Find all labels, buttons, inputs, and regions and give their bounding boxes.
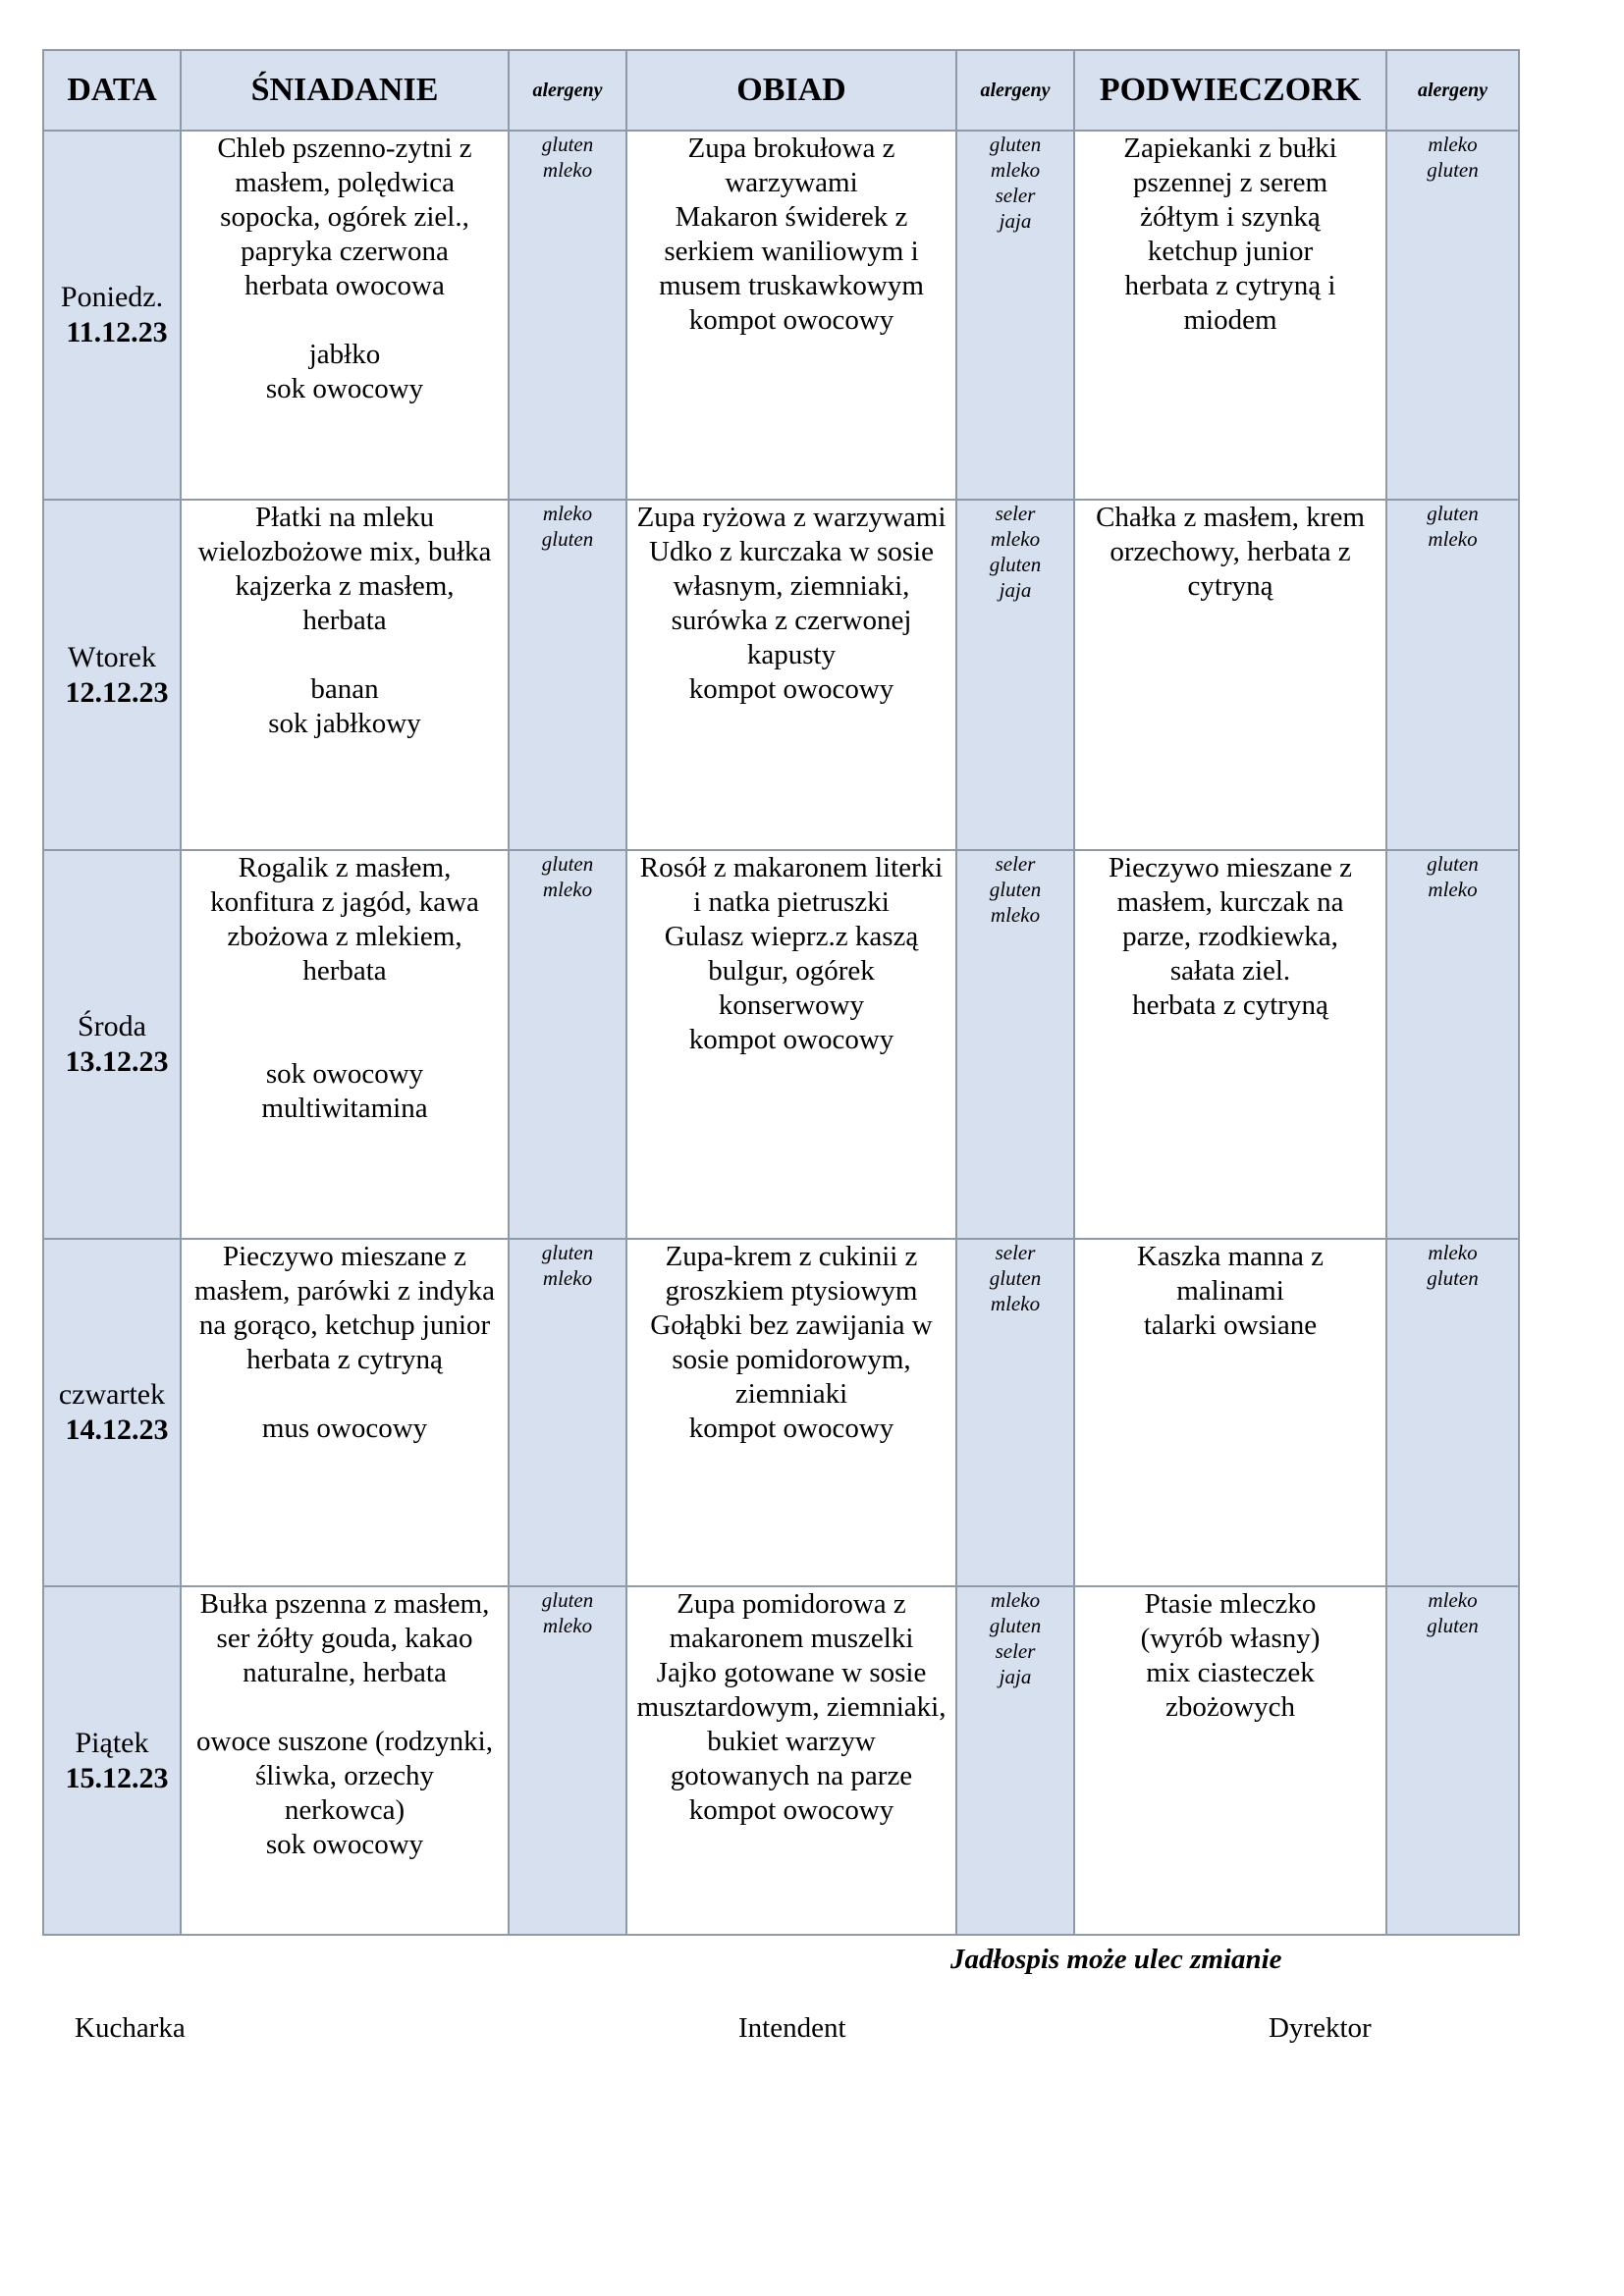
menu-line: mleko — [990, 158, 1041, 182]
menu-line — [182, 1690, 508, 1725]
menu-line: kajzerka z masłem, — [235, 570, 455, 602]
breakfast-allergens-cell — [509, 131, 626, 500]
menu-line: żółtym i szynką — [1140, 201, 1321, 233]
menu-line: Chleb pszenno-zytni z — [217, 133, 472, 164]
menu-line: i natka pietruszki — [693, 886, 890, 918]
menu-line: Zupa-krem z cukinii z — [665, 1241, 918, 1272]
menu-line: konserwowy — [718, 989, 865, 1021]
signature-director: Dyrektor — [1269, 2012, 1372, 2044]
lunch-cell — [626, 500, 956, 850]
day-date: 14.12.23 — [65, 1414, 169, 1446]
menu-line: papryka czerwona — [241, 236, 449, 267]
day-date-cell — [43, 500, 181, 850]
snack-allergens-cell — [1386, 131, 1519, 500]
menu-line: Zupa ryżowa z warzywami — [636, 502, 947, 533]
lunch-allergens-cell — [956, 1586, 1074, 1935]
menu-line: Bułka pszenna z masłem, — [199, 1588, 490, 1620]
header-lunch: OBIAD — [626, 50, 956, 131]
menu-line: ser żółty gouda, kakao — [216, 1623, 473, 1654]
menu-line: Makaron świderek z — [675, 201, 908, 233]
menu-line: gluten — [989, 878, 1042, 901]
menu-line: herbata z cytryną — [1132, 989, 1328, 1021]
snack-cell — [1074, 850, 1386, 1239]
menu-line: bukiet warzyw — [707, 1726, 876, 1757]
menu-change-note: Jadłospis może ulec zmianie — [950, 1944, 1282, 1975]
menu-line: seler — [995, 502, 1036, 525]
menu-table — [42, 49, 1520, 1936]
day-row — [43, 500, 1519, 850]
menu-line: mleko — [1428, 878, 1478, 901]
menu-line: gluten — [541, 527, 594, 551]
menu-line: mleko — [990, 903, 1041, 927]
menu-line: cytryną — [1187, 570, 1273, 602]
menu-line: Pieczywo mieszane z — [222, 1241, 466, 1272]
menu-line: Płatki na mleku — [254, 502, 435, 533]
menu-line: Gołąbki bez zawijania w — [650, 1309, 933, 1341]
menu-line: parze, rzodkiewka, — [1122, 921, 1338, 952]
menu-line: banan — [310, 673, 379, 705]
day-name: Środa — [78, 1010, 146, 1042]
menu-line: Ptasie mleczko — [1144, 1588, 1317, 1620]
menu-line — [182, 1377, 508, 1412]
menu-line: ziemniaki — [734, 1378, 848, 1410]
menu-line: sok owocowy — [265, 1058, 424, 1090]
menu-line: gluten — [541, 852, 594, 876]
menu-line: kapusty — [746, 639, 837, 670]
menu-line: orzechowy, herbata z — [1110, 536, 1351, 567]
signature-cook: Kucharka — [75, 2012, 186, 2044]
day-row — [43, 131, 1519, 500]
menu-line: seler — [995, 852, 1036, 876]
menu-line: gluten — [989, 553, 1042, 576]
menu-line: makaronem muszelki — [669, 1623, 914, 1654]
menu-line: gluten — [1427, 1266, 1479, 1290]
menu-line: konfitura z jagód, kawa — [210, 886, 479, 918]
menu-line: surówka z czerwonej — [671, 605, 912, 636]
menu-line: herbata — [302, 955, 387, 987]
menu-line: naturalne, herbata — [243, 1657, 447, 1688]
menu-line: mleko — [990, 527, 1041, 551]
menu-line: masłem, kurczak na — [1116, 886, 1344, 918]
day-date-cell — [43, 1586, 181, 1935]
day-name: Piątek — [75, 1726, 149, 1759]
menu-line: mleko — [1428, 1588, 1478, 1612]
menu-line — [182, 638, 508, 672]
day-date-cell — [43, 1239, 181, 1586]
menu-line: sosie pomidorowym, — [672, 1344, 911, 1375]
menu-line: na gorąco, ketchup junior — [198, 1309, 491, 1341]
menu-line: seler — [995, 1241, 1036, 1264]
day-row — [43, 1586, 1519, 1935]
header-breakfast: ŚNIADANIE — [181, 50, 509, 131]
menu-line: jabłko — [308, 339, 381, 370]
menu-line: masłem, parówki z indyka — [193, 1275, 496, 1307]
menu-line: musem truskawkowym — [659, 270, 924, 301]
snack-cell — [1074, 1586, 1386, 1935]
menu-line: Rogalik z masłem, — [238, 852, 452, 883]
menu-line: zbożowa z mlekiem, — [227, 921, 462, 952]
menu-line: nerkowca) — [284, 1794, 406, 1826]
menu-line: mix ciasteczek — [1146, 1657, 1315, 1688]
menu-line: musztardowym, ziemniaki, — [636, 1691, 947, 1723]
header-snack-allergens: alergeny — [1386, 50, 1519, 131]
menu-line: (wyrób własny) — [1140, 1623, 1321, 1654]
menu-line: gluten — [1427, 852, 1479, 876]
menu-line: wielozbożowe mix, bułka — [197, 536, 492, 567]
day-row — [43, 1239, 1519, 1586]
menu-line: Jajko gotowane w sosie — [656, 1657, 927, 1688]
menu-line: herbata z cytryną i — [1124, 270, 1336, 301]
menu-line: herbata owocowa — [244, 270, 445, 301]
menu-line: śliwka, orzechy — [255, 1760, 434, 1791]
menu-body — [43, 131, 1519, 1935]
menu-line: mleko — [542, 1266, 593, 1290]
snack-allergens-cell — [1386, 1239, 1519, 1586]
day-name: Wtorek — [68, 640, 156, 673]
menu-line: multiwitamina — [261, 1093, 428, 1124]
menu-line — [182, 1023, 508, 1057]
menu-line: ketchup junior — [1147, 236, 1314, 267]
day-date: 11.12.23 — [66, 316, 168, 348]
breakfast-allergens-cell — [509, 500, 626, 850]
menu-line: jaja — [999, 1665, 1032, 1688]
snack-allergens-cell — [1386, 1586, 1519, 1935]
menu-line: mleko — [990, 1292, 1041, 1315]
menu-line: kompot owocowy — [688, 1413, 894, 1444]
menu-line: Zapiekanki z bułki — [1123, 133, 1337, 164]
lunch-cell — [626, 1239, 956, 1586]
menu-line: gluten — [989, 133, 1042, 156]
header-snack: PODWIECZORK — [1074, 50, 1386, 131]
menu-line: mus owocowy — [261, 1413, 428, 1444]
snack-cell — [1074, 131, 1386, 500]
menu-line: kompot owocowy — [688, 673, 894, 705]
day-row — [43, 850, 1519, 1239]
header-lunch-allergens: alergeny — [956, 50, 1074, 131]
lunch-cell — [626, 1586, 956, 1935]
snack-allergens-cell — [1386, 500, 1519, 850]
menu-line: owoce suszone (rodzynki, — [196, 1726, 493, 1757]
menu-line: gluten — [1427, 158, 1479, 182]
menu-line: Rosół z makaronem literki — [639, 852, 944, 883]
menu-line: jaja — [999, 578, 1032, 602]
menu-line: groszkiem ptysiowym — [665, 1275, 918, 1307]
breakfast-allergens-cell — [509, 1586, 626, 1935]
menu-line: gluten — [989, 1266, 1042, 1290]
breakfast-allergens-cell — [509, 1239, 626, 1586]
menu-line: Pieczywo mieszane z — [1108, 852, 1352, 883]
menu-line: bulgur, ogórek — [708, 955, 875, 987]
menu-line: gotowanych na parze — [670, 1760, 913, 1791]
snack-cell — [1074, 500, 1386, 850]
menu-line: mleko — [990, 1588, 1041, 1612]
menu-line: gluten — [1427, 502, 1479, 525]
day-date-cell — [43, 850, 181, 1239]
menu-line — [182, 303, 508, 338]
day-date-cell — [43, 131, 181, 500]
day-name: czwartek — [58, 1378, 166, 1411]
menu-line: masłem, polędwica — [235, 167, 455, 198]
menu-line: talarki owsiane — [1143, 1309, 1318, 1341]
menu-line: Kaszka manna z — [1136, 1241, 1324, 1272]
menu-line: herbata z cytryną — [246, 1344, 443, 1375]
lunch-allergens-cell — [956, 850, 1074, 1239]
menu-line: sok jabłkowy — [268, 708, 421, 739]
menu-line: pszennej z serem — [1132, 167, 1328, 198]
breakfast-cell — [181, 1586, 509, 1935]
menu-line — [182, 988, 508, 1023]
menu-line: kompot owocowy — [688, 1794, 894, 1826]
menu-line: Zupa pomidorowa z — [677, 1588, 906, 1620]
menu-line: sok owocowy — [265, 1829, 424, 1860]
breakfast-cell — [181, 850, 509, 1239]
menu-line: mleko — [1428, 1241, 1478, 1264]
day-date: 12.12.23 — [65, 675, 169, 709]
lunch-allergens-cell — [956, 131, 1074, 500]
menu-line: malinami — [1176, 1275, 1284, 1307]
menu-line: serkiem waniliowym i — [664, 236, 919, 267]
breakfast-allergens-cell — [509, 850, 626, 1239]
menu-line: sopocka, ogórek ziel., — [220, 201, 469, 233]
menu-line: jaja — [999, 209, 1032, 233]
signature-steward: Intendent — [738, 2012, 846, 2044]
menu-line: seler — [995, 184, 1036, 207]
menu-line: gluten — [541, 1588, 594, 1612]
header-row — [43, 50, 1519, 131]
menu-line: Udko z kurczaka w sosie — [649, 536, 934, 567]
menu-line: mleko — [1428, 527, 1478, 551]
menu-line: gluten — [541, 133, 594, 156]
menu-line: mleko — [542, 158, 593, 182]
snack-cell — [1074, 1239, 1386, 1586]
menu-line: mleko — [542, 1614, 593, 1637]
menu-line: Zupa brokułowa z — [687, 133, 895, 164]
header-date: DATA — [43, 50, 181, 131]
breakfast-cell — [181, 1239, 509, 1586]
lunch-cell — [626, 850, 956, 1239]
day-name: Poniedz. — [60, 281, 164, 313]
snack-allergens-cell — [1386, 850, 1519, 1239]
lunch-cell — [626, 131, 956, 500]
menu-line: Gulasz wieprz.z kaszą — [664, 921, 919, 952]
menu-line: mleko — [1428, 133, 1478, 156]
menu-line: mleko — [542, 878, 593, 901]
menu-line: kompot owocowy — [688, 304, 894, 336]
menu-line: gluten — [541, 1241, 594, 1264]
lunch-allergens-cell — [956, 500, 1074, 850]
header-breakfast-allergens: alergeny — [509, 50, 626, 131]
breakfast-cell — [181, 500, 509, 850]
menu-line: kompot owocowy — [688, 1024, 894, 1055]
menu-line: sałata ziel. — [1169, 955, 1291, 987]
menu-line: własnym, ziemniaki, — [673, 570, 910, 602]
menu-line: gluten — [989, 1614, 1042, 1637]
menu-line: mleko — [542, 502, 593, 525]
menu-line: zbożowych — [1164, 1691, 1296, 1723]
menu-line: warzywami — [725, 167, 858, 198]
menu-line: gluten — [1427, 1614, 1479, 1637]
breakfast-cell — [181, 131, 509, 500]
menu-line: Chałka z masłem, krem — [1096, 502, 1365, 533]
day-date: 13.12.23 — [65, 1045, 169, 1078]
lunch-allergens-cell — [956, 1239, 1074, 1586]
menu-line: seler — [995, 1639, 1036, 1663]
menu-line: miodem — [1183, 304, 1277, 336]
day-date: 15.12.23 — [65, 1761, 169, 1794]
menu-line: sok owocowy — [265, 373, 424, 404]
menu-line: herbata — [302, 605, 387, 636]
